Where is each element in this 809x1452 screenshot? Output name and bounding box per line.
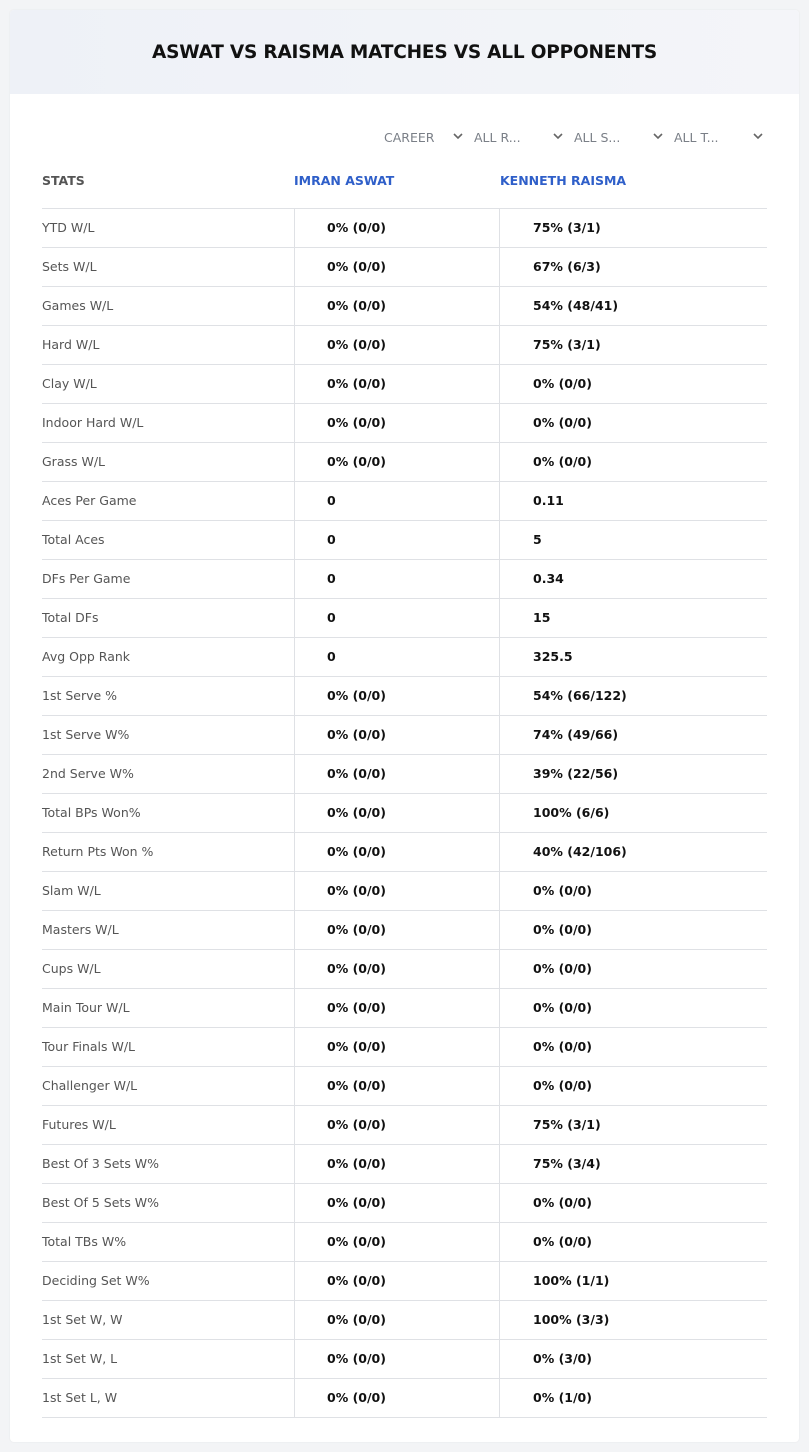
- table-row: [42, 482, 767, 521]
- stat-label: Futures W/L: [42, 1117, 116, 1132]
- filter-value: ALL R...: [474, 129, 521, 145]
- chevron-down-icon: [652, 130, 664, 142]
- card-header: [10, 10, 799, 94]
- table-row: [42, 1184, 767, 1223]
- player1-value: 0% (0/0): [294, 443, 499, 481]
- player1-value: 0% (0/0): [294, 1223, 499, 1261]
- player1-value: 0% (0/0): [294, 833, 499, 871]
- player2-value: 100% (1/1): [499, 1262, 767, 1300]
- player2-value: 54% (48/41): [499, 287, 767, 325]
- filter-value: CAREER: [384, 129, 435, 145]
- table-row: [42, 638, 767, 677]
- chevron-down-icon: [452, 130, 464, 142]
- player1-value: 0% (0/0): [294, 1184, 499, 1222]
- table-row: [42, 1067, 767, 1106]
- table-row: [42, 833, 767, 872]
- stat-label: DFs Per Game: [42, 571, 131, 586]
- player1-value: 0% (0/0): [294, 1301, 499, 1339]
- stats-card: [10, 10, 799, 1442]
- stat-label: Hard W/L: [42, 337, 100, 352]
- player1-value: 0% (0/0): [294, 1145, 499, 1183]
- player1-value: 0% (0/0): [294, 872, 499, 910]
- player1-value: 0% (0/0): [294, 1028, 499, 1066]
- stat-label: Total TBs W%: [42, 1234, 127, 1249]
- chevron-down-icon: [752, 130, 764, 142]
- player1-value: 0% (0/0): [294, 794, 499, 832]
- stat-label: Main Tour W/L: [42, 1000, 130, 1015]
- player2-value: 0% (0/0): [499, 443, 767, 481]
- stat-label: Avg Opp Rank: [42, 649, 131, 664]
- player2-value: 75% (3/4): [499, 1145, 767, 1183]
- table-row: [42, 1106, 767, 1145]
- stat-label: Aces Per Game: [42, 493, 137, 508]
- table-row: [42, 365, 767, 404]
- filter-period-select[interactable]: [374, 126, 464, 148]
- player2-value: 100% (6/6): [499, 794, 767, 832]
- player2-value: 54% (66/122): [499, 677, 767, 715]
- table-row: [42, 1379, 767, 1418]
- table-row: [42, 287, 767, 326]
- player1-value: 0% (0/0): [294, 287, 499, 325]
- filter-round-select[interactable]: [464, 126, 564, 148]
- player1-value: 0% (0/0): [294, 1067, 499, 1105]
- player2-value: 5: [499, 521, 767, 559]
- player2-value: 0% (3/0): [499, 1340, 767, 1378]
- player2-value: 0% (0/0): [499, 989, 767, 1027]
- table-row: [42, 1145, 767, 1184]
- filter-tournament-select[interactable]: [664, 126, 764, 148]
- stat-label: 1st Set L, W: [42, 1390, 118, 1405]
- stat-label: Total Aces: [42, 532, 105, 547]
- stat-label: 1st Set W, W: [42, 1312, 123, 1327]
- player2-value: 0% (0/0): [499, 1028, 767, 1066]
- stat-label: Challenger W/L: [42, 1078, 138, 1093]
- table-row: [42, 911, 767, 950]
- stat-label: Masters W/L: [42, 922, 119, 937]
- table-row: [42, 716, 767, 755]
- player1-value: 0: [294, 482, 499, 520]
- player1-value: 0% (0/0): [294, 326, 499, 364]
- player1-value: 0% (0/0): [294, 989, 499, 1027]
- table-row: [42, 209, 767, 248]
- player2-value: 0.11: [499, 482, 767, 520]
- player2-value: 0.34: [499, 560, 767, 598]
- player2-value: 100% (3/3): [499, 1301, 767, 1339]
- table-row: [42, 443, 767, 482]
- table-row: [42, 989, 767, 1028]
- filter-value: ALL S...: [574, 129, 621, 145]
- column-header-player1-link[interactable]: IMRAN ASWAT: [294, 173, 395, 188]
- player1-value: 0% (0/0): [294, 1340, 499, 1378]
- stat-label: Best Of 3 Sets W%: [42, 1156, 160, 1171]
- player2-value: 0% (0/0): [499, 872, 767, 910]
- stat-label: Return Pts Won %: [42, 844, 154, 859]
- filter-surface-select[interactable]: [564, 126, 664, 148]
- player1-value: 0% (0/0): [294, 677, 499, 715]
- page-title: ASWAT VS RAISMA MATCHES VS ALL OPPONENTS: [151, 41, 658, 63]
- table-row: [42, 755, 767, 794]
- player2-value: 325.5: [499, 638, 767, 676]
- filter-bar: [374, 126, 764, 148]
- stat-label: YTD W/L: [42, 220, 95, 235]
- stat-label: Best Of 5 Sets W%: [42, 1195, 160, 1210]
- stat-label: Cups W/L: [42, 961, 101, 976]
- table-row: [42, 1028, 767, 1067]
- player1-value: 0% (0/0): [294, 1262, 499, 1300]
- stat-label: Games W/L: [42, 298, 114, 313]
- stat-label: Slam W/L: [42, 883, 101, 898]
- player1-value: 0% (0/0): [294, 911, 499, 949]
- player1-value: 0% (0/0): [294, 755, 499, 793]
- table-row: [42, 950, 767, 989]
- table-row: [42, 872, 767, 911]
- column-header-player2-link[interactable]: KENNETH RAISMA: [500, 173, 627, 188]
- stat-label: Clay W/L: [42, 376, 97, 391]
- stat-label: Sets W/L: [42, 259, 97, 274]
- stat-label: 1st Set W, L: [42, 1351, 118, 1366]
- table-row: [42, 560, 767, 599]
- player1-value: 0% (0/0): [294, 950, 499, 988]
- player1-value: 0% (0/0): [294, 209, 499, 247]
- table-row: [42, 248, 767, 287]
- stat-label: Total BPs Won%: [42, 805, 141, 820]
- stat-label: Deciding Set W%: [42, 1273, 150, 1288]
- player2-value: 75% (3/1): [499, 326, 767, 364]
- player2-value: 0% (0/0): [499, 404, 767, 442]
- table-row: [42, 677, 767, 716]
- table-header: [42, 170, 767, 209]
- player1-value: 0: [294, 560, 499, 598]
- player2-value: 0% (0/0): [499, 911, 767, 949]
- player2-value: 75% (3/1): [499, 1106, 767, 1144]
- player1-value: 0% (0/0): [294, 365, 499, 403]
- stat-label: 1st Serve %: [42, 688, 118, 703]
- player2-value: 0% (0/0): [499, 1067, 767, 1105]
- stat-label: Indoor Hard W/L: [42, 415, 144, 430]
- player1-value: 0: [294, 638, 499, 676]
- player2-value: 0% (0/0): [499, 1184, 767, 1222]
- player2-value: 39% (22/56): [499, 755, 767, 793]
- stat-label: Total DFs: [42, 610, 99, 625]
- player1-value: 0% (0/0): [294, 1106, 499, 1144]
- player2-value: 0% (0/0): [499, 950, 767, 988]
- player1-value: 0% (0/0): [294, 716, 499, 754]
- table-row: [42, 599, 767, 638]
- table-row: [42, 1223, 767, 1262]
- chevron-down-icon: [552, 130, 564, 142]
- stat-label: Grass W/L: [42, 454, 106, 469]
- stats-table-body: [42, 209, 767, 1418]
- stat-label: 1st Serve W%: [42, 727, 130, 742]
- filter-value: ALL T...: [674, 129, 719, 145]
- table-row: [42, 1340, 767, 1379]
- table-row: [42, 326, 767, 365]
- player1-value: 0% (0/0): [294, 404, 499, 442]
- table-row: [42, 404, 767, 443]
- player2-value: 0% (0/0): [499, 365, 767, 403]
- player2-value: 74% (49/66): [499, 716, 767, 754]
- table-row: [42, 794, 767, 833]
- player2-value: 40% (42/106): [499, 833, 767, 871]
- player2-value: 67% (6/3): [499, 248, 767, 286]
- stat-label: 2nd Serve W%: [42, 766, 134, 781]
- player1-value: 0% (0/0): [294, 248, 499, 286]
- player2-value: 75% (3/1): [499, 209, 767, 247]
- player2-value: 15: [499, 599, 767, 637]
- player1-value: 0: [294, 599, 499, 637]
- table-row: [42, 1301, 767, 1340]
- player1-value: 0% (0/0): [294, 1379, 499, 1417]
- player1-value: 0: [294, 521, 499, 559]
- player2-value: 0% (0/0): [499, 1223, 767, 1261]
- table-row: [42, 521, 767, 560]
- player2-value: 0% (1/0): [499, 1379, 767, 1417]
- column-header-stats: STATS: [42, 173, 85, 188]
- stat-label: Tour Finals W/L: [42, 1039, 136, 1054]
- table-row: [42, 1262, 767, 1301]
